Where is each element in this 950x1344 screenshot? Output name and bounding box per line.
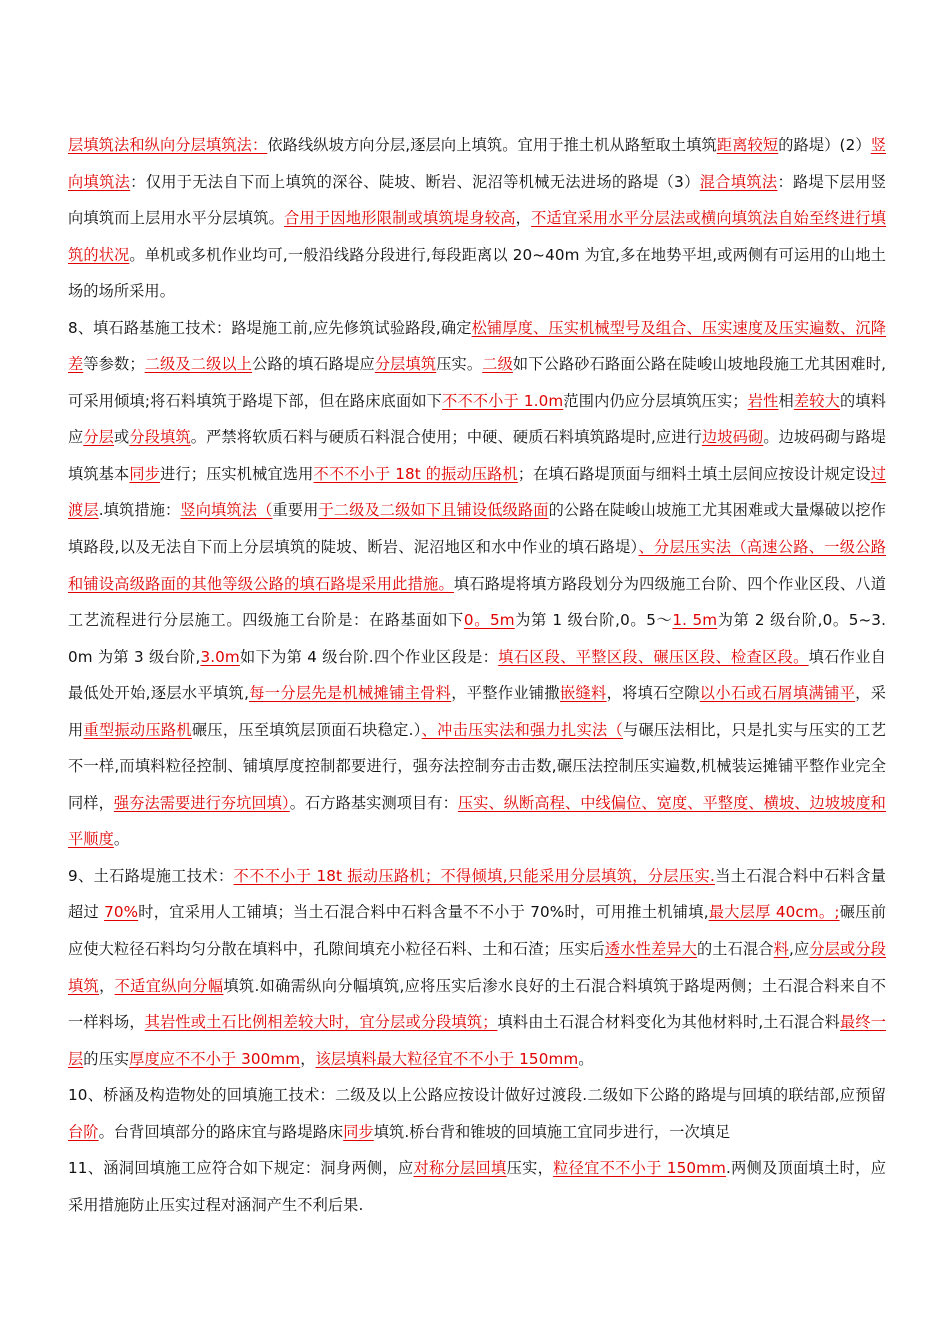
highlighted-term: 合用于因地形限制或填筑堤身较高 (284, 209, 516, 228)
text-run: 的路堤）(2） (778, 136, 871, 154)
highlighted-term: 竖向填筑法 (68, 136, 887, 191)
highlighted-term: 不不不小于 1.0m (442, 391, 564, 410)
text-run: ；在填石路堤顶面与细料土填土层间应按设计规定设 (517, 464, 871, 483)
text-run: 为第 1 级台阶,0。5～ (514, 611, 673, 630)
highlighted-term: 其岩性或土石比例相差较大时，宜分层或分段填筑； (144, 1013, 498, 1032)
highlighted-term: 不不不小于 18t 振动压路机；不得倾填,只能采用分层填筑，分层压实. (233, 866, 715, 885)
highlighted-term: 边坡码砌 (701, 428, 764, 447)
highlighted-term: 0。5m (463, 611, 515, 630)
highlighted-term: 距离较短 (716, 136, 779, 154)
highlighted-term: 最终一层 (68, 1013, 886, 1068)
highlighted-term: 对称分层回填 (413, 1159, 507, 1178)
text-run: 的公路在陡峻山坡施工尤其困难或大量爆破以挖作填路段,以及无法自下而上分层填筑的陡坡、断岩、泥沼地区和水中作业的填石路堤） (68, 501, 886, 557)
highlighted-term: 分层填筑 (374, 355, 437, 374)
paragraph-8-rock-fill-subgrade (68, 310, 886, 858)
text-run: 11、涵洞回填施工应符合如下规定：洞身两侧，应 (68, 1159, 414, 1178)
highlighted-term: 压实、纵断高程、中线偏位、宽度、平整度、横坡、边坡坡度和平顺度 (68, 793, 886, 849)
highlighted-term: 每一分层先是机械摊铺主骨料 (249, 684, 452, 703)
highlighted-term: 同步 (129, 464, 161, 483)
highlighted-term: 台阶 (68, 1122, 99, 1141)
highlighted-term: 不不不小于 18t 的振动压路机 (313, 464, 518, 483)
text-run: 相 (778, 391, 794, 410)
highlighted-term: 重型振动压路机 (83, 720, 192, 739)
text-run: 与碾压法相比，只是扎实与压实的工艺不一样,而填料粒径控制、铺填厚度控制都要进行，强夯法控制夯击击数,碾压法控制压实遍数,机械装运摊铺平整作业完全同样， (68, 720, 886, 812)
text-run: 当土石混合料中石料含量超过 (68, 866, 887, 922)
highlighted-term: 差较大 (793, 391, 840, 410)
text-run: 或 (114, 428, 130, 447)
highlighted-term: 、冲击压实法和强力扎实法（ (421, 720, 623, 739)
text-run: 。 (578, 1049, 594, 1068)
text-run: 。石方路基实测项目有： (289, 793, 458, 812)
highlighted-term: 3.0m (200, 647, 240, 666)
text-run: 填筑.如确需纵向分幅填筑,应将压实后渗水良好的土石混合料填筑于路堤两侧；土石混合料来自不一样料场， (68, 976, 887, 1032)
highlighted-term: 70% (104, 903, 139, 922)
text-run: ，采用 (68, 684, 886, 739)
text-run: 的土石混合 (696, 940, 774, 959)
highlighted-term: 、分层压实法（高速公路、一级公路和铺设高级路面的其他等级公路的填石路堤采用此措施。 (68, 538, 886, 593)
text-run: 压实， (506, 1159, 554, 1178)
paragraph-10-structure-backfill (68, 1077, 886, 1150)
highlighted-term: 二级 (482, 355, 513, 374)
highlighted-term: 过渡层 (68, 464, 887, 520)
highlighted-term: 透水性差异大 (604, 940, 697, 959)
text-run: 填石路堤将填方路段划分为四级施工台阶、四个作业区段、八道工艺流程进行分层施工。四级施工台阶是：在路基面如下 (68, 574, 886, 630)
text-run: 进行；压实机械宜选用 (160, 464, 314, 483)
highlighted-term: 混合填筑法 (699, 172, 778, 191)
text-run: 公路的填石路堤应 (252, 355, 375, 374)
highlighted-term: 填石区段、平整区段、碾压区段、检查区段。 (498, 647, 809, 666)
text-run: ：路堤下层用竖向填筑而上层用水平分层填筑。 (68, 172, 886, 228)
document-body (68, 127, 886, 1223)
highlighted-term: 料 (773, 940, 790, 959)
text-run: 8、填石路基施工技术：路堤施工前,应先修筑试验路段,确定 (68, 318, 472, 337)
text-run: ， (300, 1049, 316, 1068)
highlighted-term: 1. 5m (672, 611, 718, 630)
highlighted-term: 粒径宜不不小于 150mm (553, 1159, 726, 1178)
highlighted-term: 分层或分段填筑 (68, 940, 886, 995)
text-run: 如下公路砂石路面公路在陡峻山坡地段施工尤其困难时,可采用倾填;将石料填筑于路堤下部，但在路床底面如下 (68, 355, 887, 410)
text-run: 等参数； (83, 355, 145, 374)
text-run: ：仅用于无法自下而上填筑的深谷、陡坡、断岩、泥沼等机械无法进场的路堤（3） (130, 172, 700, 191)
text-run: 的压实 (83, 1049, 130, 1068)
text-run: ， (515, 209, 532, 228)
text-run: 。单机或多机作业均可,一般沿线路分段进行,每段距离以 20~40m 为宜,多在地势平坦,或两侧有可运用的山地土场的场所采用。 (68, 245, 887, 301)
text-run: 填料由土石混合材料变化为其他材料时,土石混合料 (497, 1013, 841, 1032)
text-run: 时，宜采用人工铺填；当土石混合料中石料含量不不小于 70%时，可用推土机铺填, (138, 903, 709, 922)
highlighted-term: 分层 (83, 428, 115, 447)
text-run: 重要用 (272, 501, 319, 520)
text-run: .两侧及顶面填土时，应采用措施防止压实过程对涵洞产生不利后果. (68, 1159, 886, 1214)
text-run: ，平整作业铺撒 (451, 684, 560, 703)
text-run: 碾压，压至填筑层顶面石块稳定.） (191, 720, 422, 739)
text-run: 。严禁将软质石料与硬质石料混合使用；中硬、硬质石料填筑路堤时,应进行 (190, 428, 702, 447)
text-run: 。台背回填部分的路床宜与路堤路床 (98, 1122, 344, 1141)
paragraph-fill-methods (68, 127, 886, 310)
highlighted-term: 不适宜采用水平分层法或横向填筑法自始至终进行填筑的状况 (68, 209, 886, 264)
highlighted-term: 最大层厚 40cm。; (708, 903, 840, 922)
highlighted-term: 岩性 (747, 391, 779, 410)
highlighted-term: 于二级及二级如下且铺设低级路面 (318, 501, 549, 520)
text-run: 如下为第 4 级台阶.四个作业区段是： (239, 647, 499, 666)
text-run: 碾压前应使大粒径石料均匀分散在填料中，孔隙间填充小粒径石料、土和石渣；压实后 (68, 903, 886, 959)
text-run: 为第 2 级台阶,0。5~3. 0m 为第 3 级台阶, (68, 611, 886, 666)
text-run: 范围内仍应分层填筑压实； (563, 391, 748, 410)
highlighted-term: 厚度应不不小于 300mm (129, 1049, 301, 1068)
highlighted-term: 二级及二级以上 (144, 355, 253, 374)
text-run: 的填料应 (68, 391, 886, 447)
text-run: 。 (113, 830, 130, 849)
text-run: 依路线纵坡方向分层,逐层向上填筑。宜用于推土机从路堑取土填筑 (267, 136, 717, 154)
paragraph-9-earth-rock-embankment (68, 858, 886, 1077)
text-run: 填筑.桥台背和锥坡的回填施工宜同步进行，一次填足 (373, 1122, 731, 1141)
highlighted-term: 分段填筑 (129, 428, 191, 447)
text-run: 。边坡码砌与路堤填筑基本 (68, 428, 886, 483)
highlighted-term: 松铺厚度、压实机械型号及组合、压实速度及压实遍数、沉降差 (68, 318, 887, 374)
text-run: 10、桥涵及构造物处的回填施工技术：二级及以上公路应按设计做好过渡段.二级如下公路的路堤与回填的联结部,应预留 (68, 1086, 886, 1105)
highlighted-term: 竖向填筑法（ (180, 501, 273, 520)
text-run: ， (99, 976, 115, 995)
highlighted-term: 层填筑法和纵向分层填筑法： (68, 136, 268, 154)
text-run: ,应 (789, 940, 810, 959)
highlighted-term: 以小石或石屑填满铺平 (699, 684, 856, 703)
highlighted-term: 该层填料最大粒径宜不不小于 150mm (315, 1049, 579, 1068)
paragraph-11-culvert-backfill (68, 1150, 886, 1223)
text-run: ，将填石空隙 (606, 684, 700, 703)
highlighted-term: 同步 (343, 1122, 374, 1141)
highlighted-term: 强夯法需要进行夯坑回填） (113, 793, 290, 812)
highlighted-term: 不适宜纵向分幅 (114, 976, 224, 995)
text-run: 压实。 (436, 355, 483, 374)
highlighted-term: 嵌缝料 (559, 684, 607, 703)
text-run: 填石作业自最低处开始,逐层水平填筑, (68, 647, 887, 703)
text-run: 9、土石路堤施工技术： (68, 866, 234, 885)
text-run: .填筑措施： (98, 501, 181, 520)
